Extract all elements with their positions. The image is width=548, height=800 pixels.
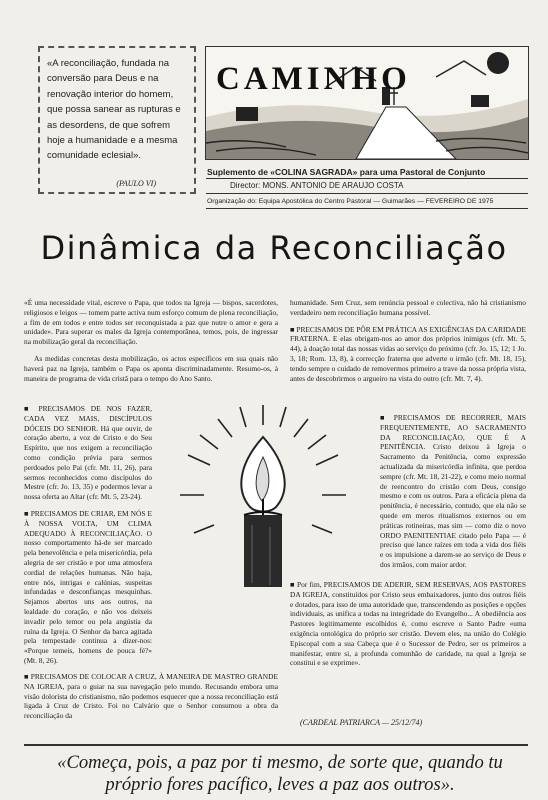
divider	[206, 178, 528, 179]
headline: Dinâmica da Reconciliação	[40, 229, 508, 267]
article-paragraph: ■ PRECISAMOS DE PÔR EM PRÁTICA AS EXIGÊNCIAS DA CARIDADE FRATERNA. E elas obrigam-nos ao amor dos próprios inimigos (cfr. Mt. 5, 44), à doação total das nossas vidas ao serviço do próximo (cfr. Jo. 15, 12; 1 Jo. 3, 18; Rom. 13, 8), à correcção fraterna que adverte o irmão (cfr. Mt. 18, 15), tendo sempre o cuidado de removermos primeiro a trave da nossa própria vista, antes de descobrirmos o argueiro na vista do outro (cfr. Mt. 7, 4).	[290, 324, 526, 383]
candle-illustration	[158, 395, 368, 593]
article-col1-mid	[24, 404, 152, 673]
divider	[24, 744, 528, 746]
article-paragraph: «É uma necessidade vital, escreve o Papa, que todos na Igreja — bispos, sacerdotes, religiosos e leigos — tomem parte activa num esforço comum de plena reconciliação, a fim de em todos e entre todos ser reconquistada a paz que nutre o amor e gera a unidade». Para superar os males da Igreja contemporânea, temos, pois, de ingressar na mobilização geral da reconciliação.	[24, 298, 278, 347]
signature: (CARDEAL PATRIARCA — 25/12/74)	[300, 718, 423, 727]
article-col1-bottom	[24, 672, 278, 728]
article-paragraph: ■ PRECISAMOS DE NOS FAZER, CADA VEZ MAIS, DISCÍPULOS DÓCEIS DO SENHOR. Há que ouvir, de coração aberto, a voz de Cristo e do Seu Espírito, que nos exigem a reconciliação como condição prévia para sermos perdoados pelo Pai (cfr. Mt. 11, 26), para sermos reconhecidos como discípulos do Mestre (cfr. Jo. 13, 35) e podermos levar a nossa oferta ao Altar (cfr. Mt. 5, 23-24).	[24, 404, 152, 502]
quote-text: «A reconciliação, fundada na conversão para Deus e na renovação interior do homem, que possa sanear as rupturas e as desordens, de que sofrem hoje a humanidade e a mesma comunidade eclesial».	[47, 58, 181, 162]
article-col2-bottom	[290, 580, 526, 675]
article-paragraph: ■ PRECISAMOS DE CRIAR, EM NÓS E À NOSSA VOLTA, UM CLIMA ADEQUADO À RECONCILIAÇÃO. O nosso comportamento há-de ser marcado pela benevolência e pela misericórdia, pela alegria de ser cristão e por uma atmosfera cordial de relações humanas. Não haja, entre nós, intrigas e calúnias, suspeitas infundadas e desconfianças mesquinhas. Sejamos abertos uns aos outros, na lealdade do coração, e não vos deixeis invadir pelo temor ou pela angústia da ruína da Igreja. O Senhor da barca agitada pela tempestade continua a dizer-nos: «Porque temeis, homens de pouca fé?» (Mt. 8, 26).	[24, 508, 152, 665]
quote-author: (PAULO VI)	[116, 179, 156, 188]
article-paragraph: humanidade. Sem Cruz, sem renúncia pessoal e colectiva, não há cristianismo verdadeiro nem reconciliação humana possível.	[290, 298, 526, 317]
article-col1-top	[24, 298, 278, 390]
article-paragraph: As medidas concretas desta mobilização, os actos específicos em sua quais não haverá paz na Igreja, também o Papa os aponta discriminadamente. Resumo-os, à maneira de programa de vida cristã para o tempo do Ano Santo.	[24, 353, 278, 383]
article-paragraph: ■ Por fim, PRECISAMOS DE ADERIR, SEM RESERVAS, AOS PASTORES DA IGREJA, constituídos por Cristo seus embaixadores, junto dos outros fiéis e dotados, para isso de uma autoridade que, transcendendo as posições e opções individuais, as unifica a todas na integridade do Evangelho... A obediência aos Pastores legitimamente escolhidos é, como escreve o Santo Padre «uma exigência ontológica do próprio ser cristão. Devem eles, na união do Colégio Episcopal com a sua Cabeça que é o Sucessor de Pedro, ser os primeiros a manifestar, entre si, a profunda comunhão de caridade, na qual a Igreja se constitui e se exprime».	[290, 580, 527, 668]
supplement-line: Suplemento de «COLINA SAGRADA» para uma Pastoral de Conjunto	[207, 167, 486, 177]
director-line: Director: MONS. ANTONIO DE ARAUJO COSTA	[230, 181, 404, 190]
divider	[206, 193, 528, 194]
footer-quote: «Começa, pois, a paz por ti mesmo, de sorte que, quando tu próprio fores pacífico, leves a paz aos outros».	[57, 752, 503, 795]
masthead-title: CAMINHO	[216, 61, 411, 97]
article-col2-top	[290, 298, 526, 390]
quote-box	[38, 46, 196, 194]
article-col2-mid	[380, 413, 526, 577]
divider	[206, 208, 528, 209]
organization-line: Organização do: Equipa Apostólica do Centro Pastoral — Guimarães — FEVEREIRO DE 1975	[207, 198, 494, 205]
masthead-illustration	[205, 46, 529, 160]
article-paragraph: ■ PRECISAMOS DE COLOCAR A CRUZ, À MANEIRA DE MASTRO GRANDE NA IGREJA, para o guiar na sua navegação pelo mundo. Recusando embora uma visão dolorista do cristianismo, não podemos esquecer que a nossa reconciliação está ligada à Cruz de Cristo. Foi no Calvário que o Senhor consumou a obra da reconciliação da	[24, 672, 278, 721]
article-paragraph: ■ PRECISAMOS DE RECORRER, MAIS FREQUENTEMENTE, AO SACRAMENTO DA RECONCILIAÇÃO, QUE É A PENITÊNCIA. Cristo deixou à Igreja o Sacramento da Penitência, como expressão actualizada da misericórdia infinita, que perdoa sempre (cfr. Mt. 18, 21-22), e como meio normal de reencontro do cristão com Deus, consigo mesmo e com os outros. Para a eficácia plena da penitência, é necessário, contudo, que ela não se quede em meros ritualismos externos ou em práticas rotineiras, mas sim — como diz o novo ORDO PAENITENTIAE citado pelo Papa — é preciso que lance raízes em toda a vida dos fiéis e os impulsione a darem-se ao serviço de Deus e dos irmãos, com maior ardor.	[380, 413, 526, 569]
